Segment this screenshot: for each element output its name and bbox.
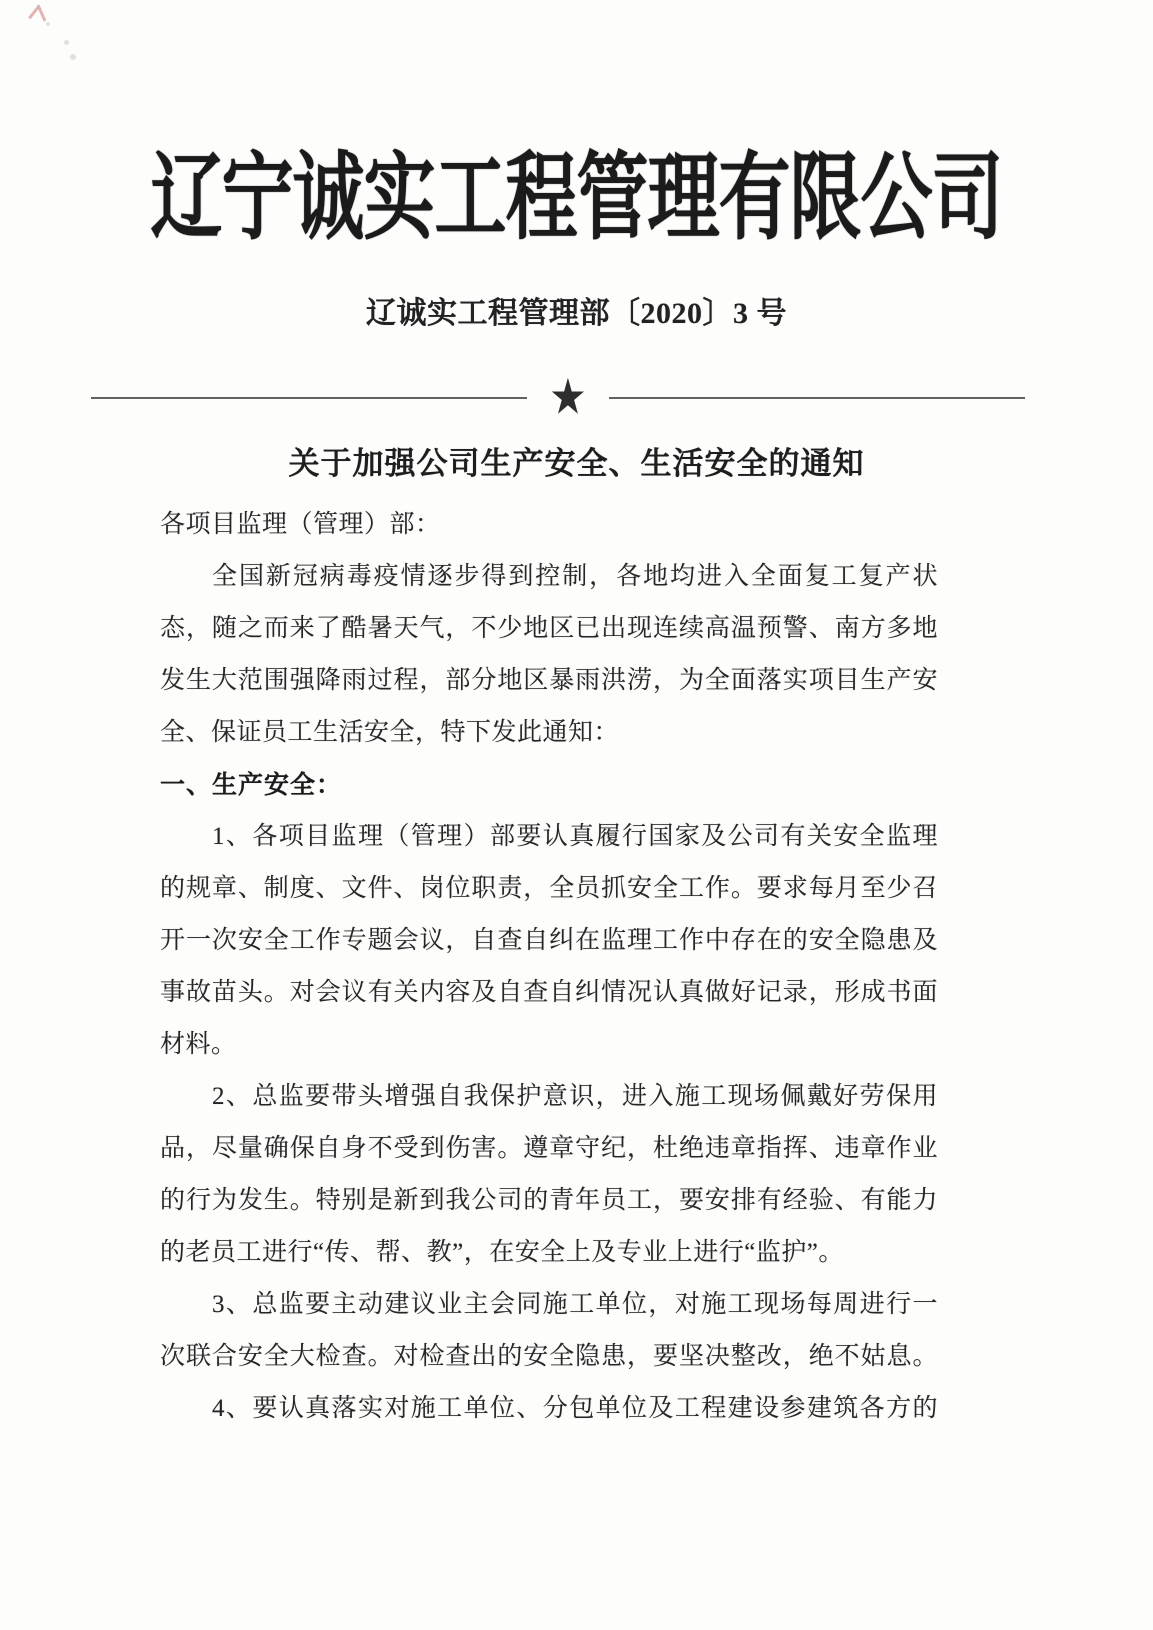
- body-line: 事故苗头。对会议有关内容及自查自纠情况认真做好记录，形成书面: [160, 979, 938, 1006]
- body-line: 品，尽量确保自身不受到伤害。遵章守纪，杜绝违章指挥、违章作业: [160, 1135, 938, 1162]
- body-line: 2、总监要带头增强自我保护意识，进入施工现场佩戴好劳保用: [212, 1083, 938, 1110]
- body-line: 的老员工进行“传、帮、教”，在安全上及专业上进行“监护”。: [160, 1239, 844, 1266]
- red-pen-scan-mark: [26, 2, 60, 28]
- body-line: 的行为发生。特别是新到我公司的青年员工，要安排有经验、有能力: [160, 1187, 938, 1214]
- body-line: 全、保证员工生活安全，特下发此通知：: [160, 719, 620, 746]
- star-divider: [91, 370, 1025, 426]
- body-line: 态，随之而来了酷暑天气，不少地区已出现连续高温预警、南方多地: [160, 615, 938, 642]
- body-line: 全国新冠病毒疫情逐步得到控制，各地均进入全面复工复产状: [212, 563, 938, 590]
- body-line: 开一次安全工作专题会议，自查自纠在监理工作中存在的安全隐患及: [160, 927, 938, 954]
- body-line: 的规章、制度、文件、岗位职责，全员抓安全工作。要求每月至少召: [160, 875, 938, 902]
- star-icon: ★: [549, 370, 587, 426]
- body-line: 各项目监理（管理）部：: [160, 511, 441, 538]
- scan-speck: [46, 22, 50, 26]
- body-line: 材料。: [160, 1031, 237, 1058]
- divider-rule-right: [609, 397, 1025, 399]
- company-masthead-title: 辽宁诚实工程管理有限公司: [150, 145, 1003, 252]
- section-heading: 一、生产安全：: [160, 771, 343, 799]
- body-line: 3、总监要主动建议业主会同施工单位，对施工现场每周进行一: [212, 1291, 938, 1318]
- document-body: [160, 499, 938, 1435]
- scan-mark-stroke: [36, 4, 46, 22]
- document-number: 辽诚实工程管理部〔2020〕3 号: [366, 297, 787, 330]
- body-line: 发生大范围强降雨过程，部分地区暴雨洪涝，为全面落实项目生产安: [160, 667, 938, 694]
- body-line: 1、各项目监理（管理）部要认真履行国家及公司有关安全监理: [212, 823, 938, 850]
- body-line: 次联合安全大检查。对检查出的安全隐患，要坚决整改，绝不姑息。: [160, 1343, 938, 1370]
- scan-speck: [64, 40, 69, 45]
- scan-speck: [70, 54, 76, 60]
- body-line: 4、要认真落实对施工单位、分包单位及工程建设参建筑各方的: [212, 1395, 938, 1422]
- notice-title: 关于加强公司生产安全、生活安全的通知: [288, 446, 865, 481]
- divider-rule-left: [91, 397, 527, 399]
